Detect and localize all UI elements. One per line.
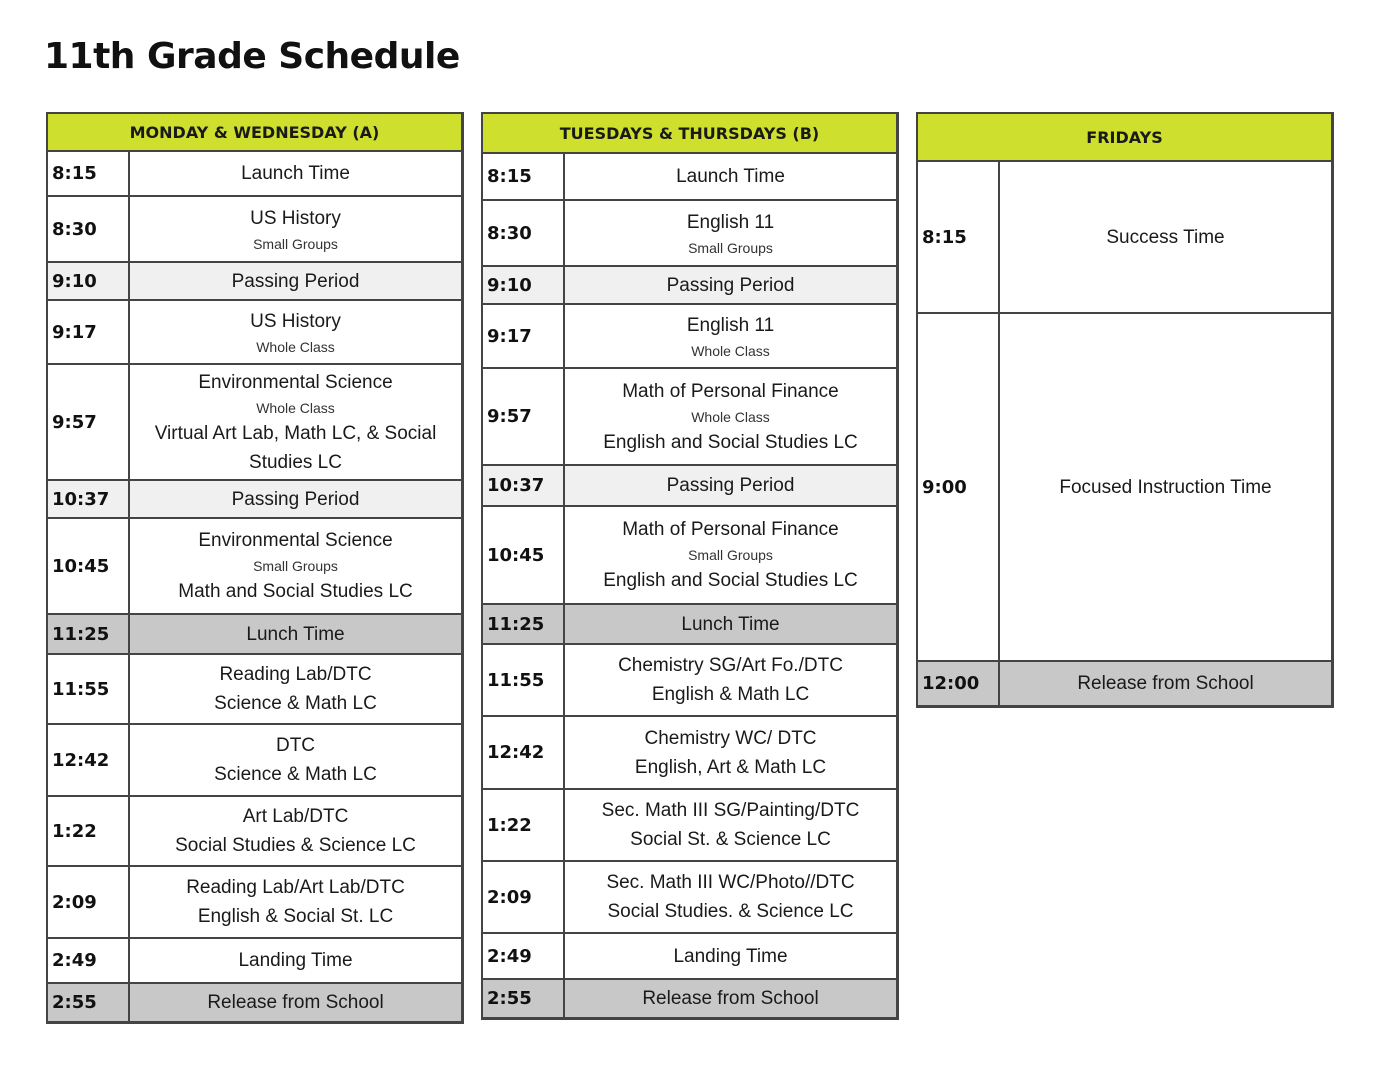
period-activity: [1000, 314, 1331, 660]
period-activity: [565, 466, 896, 505]
activity-learning-center: Math and Social Studies LC: [178, 581, 413, 602]
schedule-row: [48, 725, 461, 797]
activity-title: Environmental Science: [198, 530, 393, 551]
period-time: 2:49: [48, 939, 130, 982]
activity-title: Sec. Math III WC/Photo//DTC: [606, 872, 855, 893]
activity-title: Lunch Time: [246, 623, 345, 645]
activity-title: Passing Period: [231, 270, 360, 292]
period-time: 10:37: [48, 481, 130, 517]
activity-title: English 11: [686, 211, 775, 233]
period-activity: [565, 980, 896, 1017]
activity-title: Passing Period: [666, 274, 795, 296]
activity-title: Passing Period: [666, 475, 795, 496]
period-activity: [130, 867, 461, 937]
activity-title: Sec. Math III SG/Painting/DTC: [601, 800, 860, 821]
activity-group-type: Small Groups: [253, 558, 338, 574]
activity-learning-center: Social Studies. & Science LC: [607, 901, 854, 922]
schedule-row: [48, 867, 461, 939]
activity-title: Lunch Time: [681, 613, 780, 635]
period-time: 8:15: [48, 152, 130, 195]
period-time: 9:10: [483, 267, 565, 303]
activity-learning-center: English, Art & Math LC: [634, 756, 827, 778]
schedule-row: [918, 662, 1331, 705]
schedule-row: [483, 267, 896, 305]
schedule-row: [48, 615, 461, 655]
schedule-row: [48, 481, 461, 519]
schedule-row: [483, 201, 896, 267]
period-activity: [130, 939, 461, 982]
period-activity: [565, 790, 896, 860]
activity-group-type: Small Groups: [688, 547, 773, 563]
schedule-monday-wednesday: [46, 112, 464, 1024]
activity-title: Release from School: [642, 988, 819, 1009]
period-activity: [565, 605, 896, 643]
activity-title: Reading Lab/DTC: [219, 664, 372, 685]
activity-title: Launch Time: [241, 163, 350, 184]
period-activity: [130, 301, 461, 363]
activity-title: Success Time: [1106, 226, 1225, 248]
period-time: 9:17: [48, 301, 130, 363]
activity-title: Environmental Science: [198, 371, 393, 393]
schedule-row: [48, 519, 461, 615]
period-time: 2:49: [483, 934, 565, 978]
period-time: 12:42: [48, 725, 130, 795]
schedule-row: [483, 790, 896, 862]
period-activity: [1000, 162, 1331, 312]
period-activity: [565, 369, 896, 464]
schedule-row: [483, 154, 896, 201]
period-activity: [130, 984, 461, 1021]
page-title: 11th Grade Schedule: [44, 36, 460, 77]
schedule-row: [483, 862, 896, 934]
schedule-friday: [916, 112, 1334, 708]
period-activity: [130, 519, 461, 613]
schedule-tuesday-thursday: [481, 112, 899, 1020]
period-time: 8:15: [918, 162, 1000, 312]
period-time: 12:00: [918, 662, 1000, 705]
schedule-row: [48, 301, 461, 365]
period-time: 11:55: [483, 645, 565, 715]
period-time: 8:15: [483, 154, 565, 199]
activity-learning-center: Science & Math LC: [214, 764, 377, 785]
activity-title: Release from School: [207, 992, 384, 1013]
period-time: 9:00: [918, 314, 1000, 660]
period-activity: [130, 725, 461, 795]
period-activity: [565, 717, 896, 788]
period-time: 11:25: [483, 605, 565, 643]
period-time: 2:55: [483, 980, 565, 1017]
activity-group-type: Whole Class: [256, 338, 335, 355]
activity-title: US History: [250, 207, 341, 229]
activity-title: Landing Time: [673, 945, 788, 967]
period-activity: [130, 615, 461, 653]
schedule-row: [48, 263, 461, 301]
schedule-row: [48, 197, 461, 263]
schedule-row: [483, 466, 896, 507]
schedule-row: [48, 797, 461, 867]
period-time: 9:10: [48, 263, 130, 299]
period-time: 8:30: [483, 201, 565, 265]
period-time: 1:22: [48, 797, 130, 865]
activity-learning-center: English and Social Studies LC: [603, 570, 858, 591]
activity-title: Release from School: [1077, 673, 1254, 694]
period-activity: [130, 365, 461, 479]
schedule-row: [483, 645, 896, 717]
activity-title: Math of Personal Finance: [622, 519, 839, 540]
period-time: 10:45: [48, 519, 130, 613]
period-activity: [130, 152, 461, 195]
period-time: 11:55: [48, 655, 130, 723]
activity-title: Launch Time: [676, 166, 785, 187]
activity-learning-center: Science & Math LC: [214, 693, 377, 714]
period-time: 9:57: [48, 365, 130, 479]
period-activity: [565, 305, 896, 367]
schedule-row: [483, 980, 896, 1017]
period-time: 2:09: [483, 862, 565, 932]
schedule-row: [483, 934, 896, 980]
schedule-row: [483, 507, 896, 605]
activity-group-type: Small Groups: [253, 235, 338, 252]
activity-title: English 11: [686, 314, 775, 336]
activity-learning-center: Virtual Art Lab, Math LC, & Social Studies LC: [154, 422, 437, 473]
period-time: 11:25: [48, 615, 130, 653]
period-activity: [130, 655, 461, 723]
period-time: 1:22: [483, 790, 565, 860]
column-header: FRIDAYS: [918, 114, 1331, 162]
period-time: 2:09: [48, 867, 130, 937]
activity-title: US History: [250, 310, 341, 332]
activity-learning-center: Social Studies & Science LC: [175, 835, 416, 856]
activity-group-type: Small Groups: [688, 239, 773, 256]
period-time: 9:57: [483, 369, 565, 464]
schedule-row: [48, 655, 461, 725]
period-activity: [565, 201, 896, 265]
activity-learning-center: English & Math LC: [651, 684, 810, 705]
period-activity: [565, 862, 896, 932]
activity-learning-center: Social St. & Science LC: [630, 829, 831, 850]
activity-title: Chemistry WC/ DTC: [644, 727, 817, 749]
period-time: 2:55: [48, 984, 130, 1021]
schedule-row: [48, 984, 461, 1021]
activity-title: Chemistry SG/Art Fo./DTC: [618, 655, 843, 676]
period-activity: [130, 797, 461, 865]
period-activity: [565, 267, 896, 303]
activity-title: Focused Instruction Time: [1059, 476, 1272, 498]
schedule-row: [48, 152, 461, 197]
period-activity: [565, 645, 896, 715]
period-activity: [130, 481, 461, 517]
schedule-row: [918, 162, 1331, 314]
column-header: MONDAY & WEDNESDAY (A): [48, 114, 461, 152]
period-activity: [565, 154, 896, 199]
activity-title: DTC: [275, 735, 316, 756]
schedule-row: [483, 369, 896, 466]
schedule-row: [483, 605, 896, 645]
period-activity: [130, 197, 461, 261]
period-time: 8:30: [48, 197, 130, 261]
period-time: 10:37: [483, 466, 565, 505]
activity-title: Landing Time: [238, 950, 353, 971]
activity-group-type: Whole Class: [691, 408, 770, 425]
period-time: 12:42: [483, 717, 565, 788]
schedule-row: [48, 365, 461, 481]
period-activity: [130, 263, 461, 299]
schedule-row: [483, 305, 896, 369]
schedule-row: [48, 939, 461, 984]
schedule-row: [918, 314, 1331, 662]
activity-title: Math of Personal Finance: [622, 380, 839, 402]
activity-learning-center: English & Social St. LC: [197, 906, 394, 927]
period-time: 10:45: [483, 507, 565, 603]
column-header: TUESDAYS & THURSDAYS (B): [483, 114, 896, 154]
activity-title: Passing Period: [231, 488, 360, 510]
period-activity: [565, 507, 896, 603]
activity-group-type: Whole Class: [691, 342, 770, 359]
period-time: 9:17: [483, 305, 565, 367]
activity-learning-center: English and Social Studies LC: [603, 431, 858, 453]
period-activity: [565, 934, 896, 978]
activity-title: Art Lab/DTC: [242, 806, 349, 827]
period-activity: [1000, 662, 1331, 705]
activity-title: Reading Lab/Art Lab/DTC: [186, 877, 405, 898]
schedule-row: [483, 717, 896, 790]
activity-group-type: Whole Class: [256, 399, 335, 416]
